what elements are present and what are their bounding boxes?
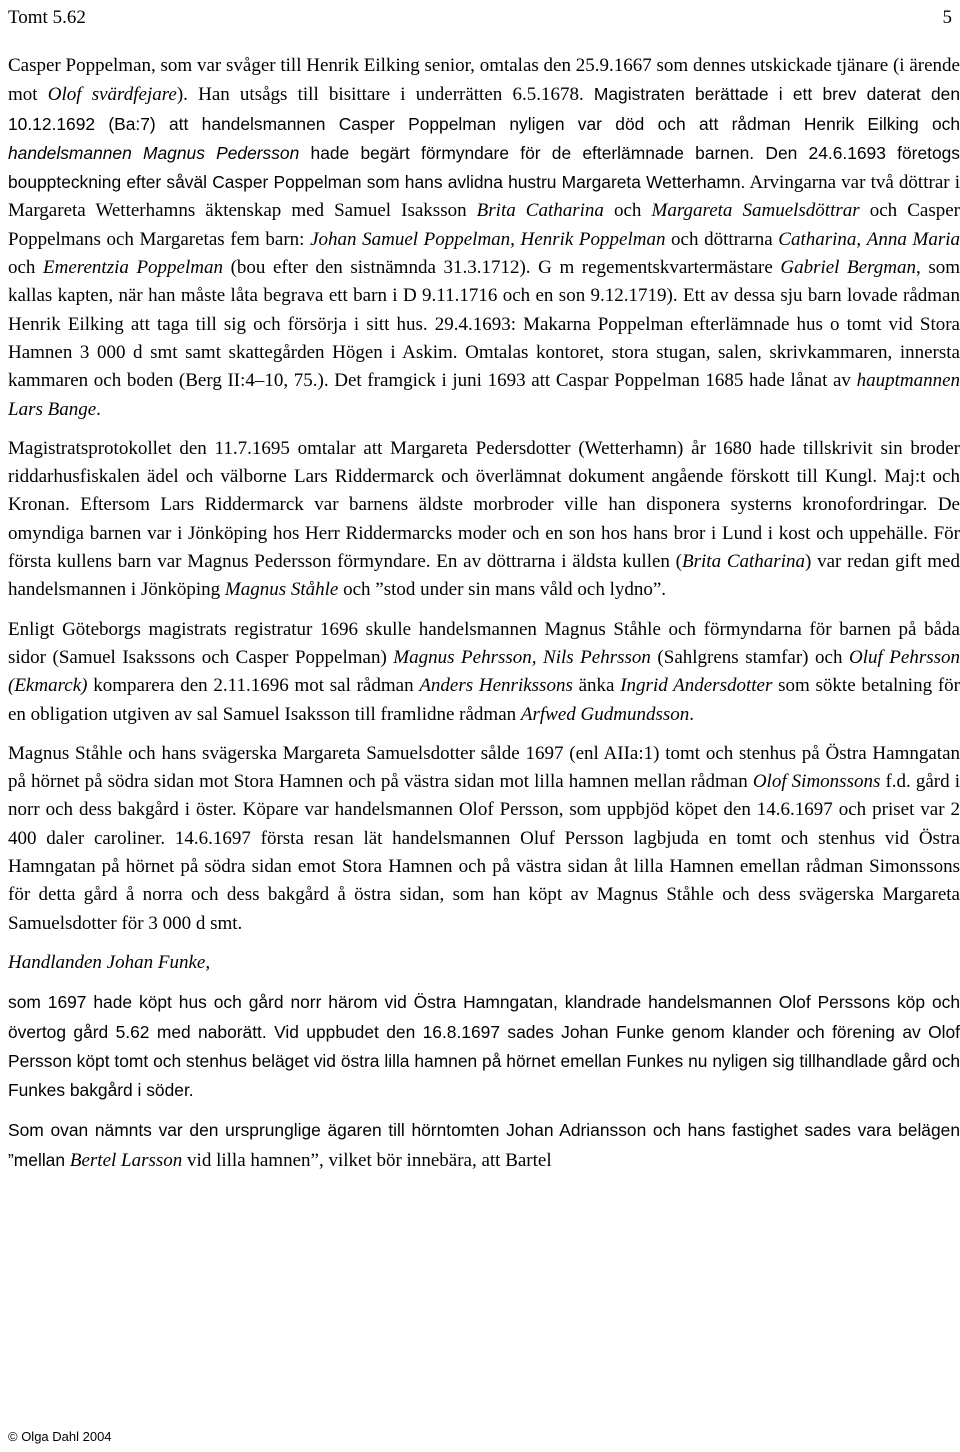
italic-name: Brita Catharina (682, 551, 805, 573)
text-run: , som kallas kapten, när han måste låta begrava ett barn i D 9.11.1716 och en son 9.12.1719). Ett av dessa sju barn lovade rådman Henrik Eilking att taga till sig och försörja i sitt hus. 29.4.1693: Makarna Poppelman efterlämnade hus o tomt vid Stora Hamnen 3 000 d smt samt skattegården Högen i Askim. Omtalas kontoret, stora stugan, salen, skrivkammaren, innersta kammaren och boden (Berg II:4–10, 75.). Det framgick i juni 1693 att Caspar Poppelman 1685 hade lånat av (8, 257, 960, 392)
text-run: . (689, 703, 695, 725)
italic-name: Magnus Pehrsson, Nils Pehrsson (393, 646, 651, 668)
italic-name: Anna Maria (866, 228, 960, 250)
italic-name: Margareta Samuelsdöttrar (651, 200, 860, 222)
copyright-footer: © Olga Dahl 2004 (8, 1429, 112, 1444)
body-paragraph (8, 1116, 960, 1175)
italic-name: Ingrid Andersdotter (620, 675, 773, 697)
body-paragraph (8, 52, 960, 424)
text-run: som 1697 hade köpt hus och gård norr härom vid Östra Hamngatan, klandrade handelsmannen Olof Perssons köp och övertog gård 5.62 med naborätt. Vid uppbudet den 16.8.1697 sades Johan Funke genom klander och förening av Olof Persson köpt tomt och stenhus beläget vid östra lilla hamnen på hörnet emellan Funkes nu nyligen sig tillhandlade gård och Funkes bakgård i söder. (8, 992, 960, 1101)
section-heading (8, 949, 960, 977)
text-run: vid lilla hamnen”, vilket bör innebära, att Bartel (182, 1149, 552, 1171)
text-run: (Sahlgrens stamfar) och (650, 646, 849, 668)
italic-name: handelsmannen Magnus Pedersson (8, 142, 300, 163)
italic-name: Arfwed Gudmundsson (520, 703, 690, 725)
body-paragraph (8, 740, 960, 938)
text-run: Som ovan nämnts var den ursprunglige ägaren till hörntomten Johan Adriansson och hans fastighet sades vara belägen ”mellan (8, 1120, 960, 1170)
italic-name: Johan Samuel Poppelman, Henrik Poppelman (310, 228, 666, 250)
text-run: ). Han utsågs till bisittare i underrätten 6.5.1678. (176, 84, 594, 106)
text-run: hade begärt förmyndare för de efterlämnade barnen. Den 24.6.1693 företogs bouppteckning efter såväl Casper Poppelman som hans avlidna hustru Margareta Wetterhamn. (8, 142, 960, 193)
body-paragraph (8, 616, 960, 729)
italic-name: hauptmannen Lars Bange (8, 370, 960, 420)
page-header (8, 2, 952, 34)
italic-name: Brita Catharina (476, 200, 604, 222)
text-run: f.d. gård i norr och dess bakgård i öster. Köpare var handelsmannen Olof Persson, som uppbjöd köpet den 14.6.1697 och priset var 2 400 daler caroliner. 14.6.1697 första resan lät handelsmannen Oluf Persson lagbjuda en tomt och stenhus vid Östra Hamngatan på hörnet på södra sidan emot Stora Hamnen och på västra sidan åt lilla Hamnen emellan rådman Simonssons för detta gård å norra och dess bakgård å östra sidan, som han köpt av Magnus Ståhle och dess svägerska Margareta Samuelsdotter för 3 000 d smt. (8, 771, 960, 934)
text-run: och döttrarna (665, 228, 779, 250)
italic-name: Oluf Pehrsson (Ekmarck) (8, 646, 960, 697)
italic-name: Anders Henrikssons (419, 675, 573, 697)
italic-name: Magnus Ståhle (224, 579, 339, 601)
text-run: och Casper Poppelmans och Margaretas fem barn: (8, 200, 960, 250)
italic-name: Bertel Larsson (69, 1149, 183, 1171)
text-run: Enligt Göteborgs magistrats registratur 1696 skulle handelsmannen Magnus Ståhle och förmyndarna för barnen på båda sidor (Samuel Isakssons och Casper Poppelman) (8, 618, 960, 668)
italic-name: Catharina (778, 228, 857, 250)
italic-name: Gabriel Bergman (780, 257, 916, 279)
italic-name: Handlanden Johan Funke, (8, 951, 211, 973)
text-run: och ”stod under sin mans våld och lydno”. (338, 579, 667, 601)
text-run: änka (572, 675, 621, 697)
text-run: ) var redan gift med handelsmannen i Jönköping (8, 551, 960, 601)
italic-name: Olof svärdfejare (47, 84, 177, 106)
page-number: 5 (942, 7, 952, 28)
text-run: , (856, 228, 867, 250)
text-run: Magnus Ståhle och hans svägerska Margareta Samuelsdotter sålde 1697 (enl AIIa:1) tomt och stenhus på Östra Hamngatan på hörnet på södra sidan mot Stora Hamnen och på västra sidan mot lilla hamnen mellan rådman (8, 742, 960, 793)
text-run: som sökte betalning för en obligation utgiven av sal Samuel Isaksson till framlidne rådman (8, 675, 960, 725)
body-paragraph (8, 435, 960, 605)
text-run: Arvingarna var två döttrar i Margareta Wetterhamns äktenskap med Samuel Isaksson (8, 172, 960, 222)
text-run: . (96, 398, 101, 420)
text-run: komparera den 2.11.1696 mot sal rådman (87, 675, 420, 697)
document-page (8, 0, 960, 1452)
italic-name: Emerentzia Poppelman (43, 257, 223, 279)
text-run: och (603, 200, 652, 222)
text-run: och (8, 257, 44, 279)
text-run: Magistraten berättade i ett brev daterat den 10.12.1692 (Ba:7) att handelsmannen Casper Poppelman nyligen var död och att rådman Henrik Eilking och (8, 84, 960, 134)
text-run: Casper Poppelman, som var svåger till Henrik Eilking senior, omtalas den 25.9.1667 som dennes utskickade tjänare (i ärende mot (8, 55, 960, 106)
text-run: (bou efter den sistnämnda 31.3.1712). G m regementskvartermästare (223, 257, 781, 279)
italic-name: Olof Simonssons (752, 771, 881, 793)
text-run: Magistratsprotokollet den 11.7.1695 omtalar att Margareta Pedersdotter (Wetterhamn) år 1680 hade tillskrivit sin broder riddarhusfiskalen ädel och välborne Lars Riddermarck och överlämnat dokument angående förskott till Kungl. Maj:t och Kronan. Eftersom Lars Riddermarck var barnens äldste morbroder ville han disponera systerns kronofordringar. De omyndiga barnen var i Jönköping hos Herr Riddermarcks moder och en son hos hans bror i Lund i kost och uppehälle. För första kullens barn var Magnus Pedersson förmyndare. En av döttrarna i äldsta kullen ( (8, 437, 960, 573)
header-title: Tomt 5.62 (8, 7, 86, 28)
body-paragraph (8, 988, 960, 1105)
document-body (8, 52, 960, 1186)
